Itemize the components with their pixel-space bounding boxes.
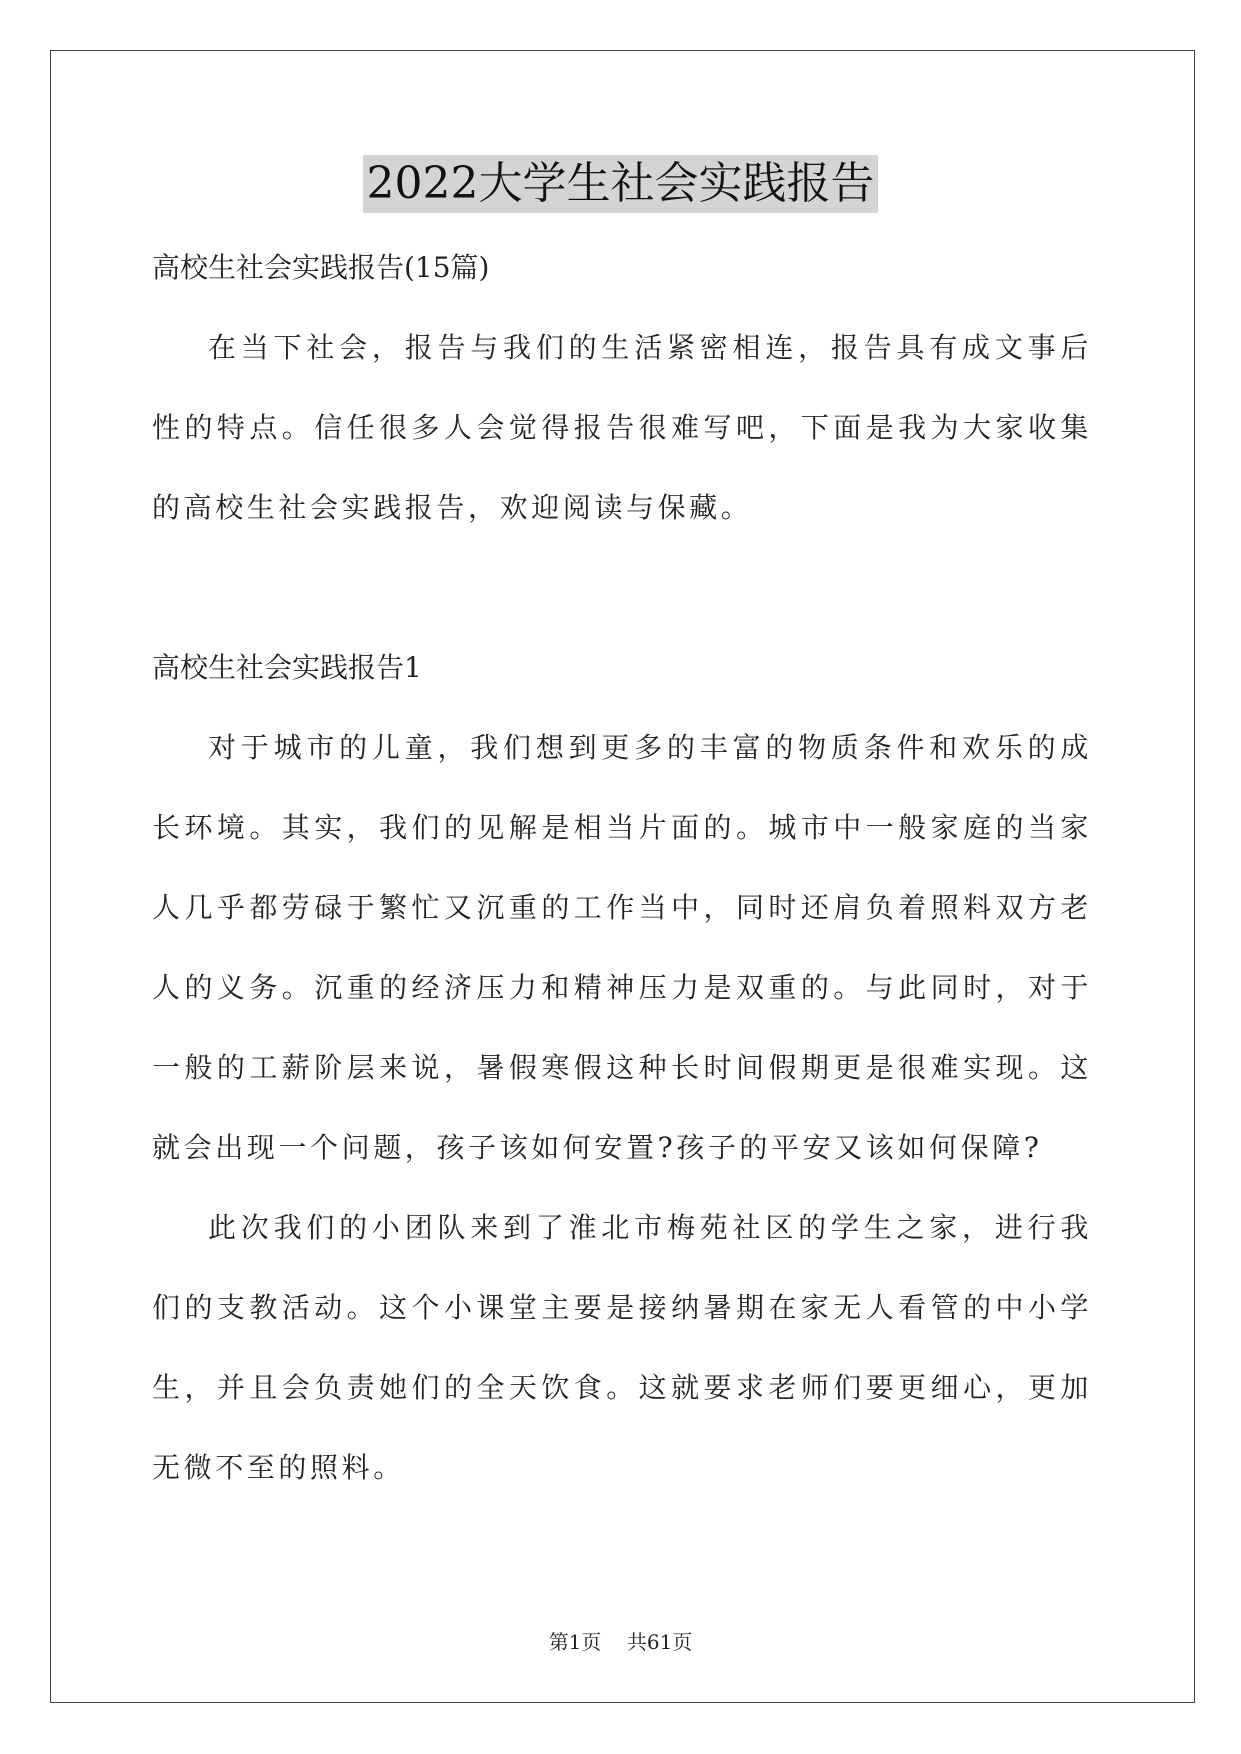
section-gap: [152, 548, 1092, 628]
document-subtitle: 高校生社会实践报告(15篇): [152, 251, 490, 284]
section-heading: 高校生社会实践报告1: [152, 651, 422, 684]
title-wrap: [0, 155, 1241, 213]
page-number: 第1页: [548, 1630, 602, 1654]
body-paragraph-1: 对于城市的儿童，我们想到更多的丰富的物质条件和欢乐的成长环境。其实，我们的见解是相当片面的。城市中一般家庭的当家人几乎都劳碌于繁忙又沉重的工作当中，同时还肩负着照料双方老人的义务。沉重的经济压力和精神压力是双重的。与此同时，对于一般的工薪阶层来说，暑假寒假这种长时间假期更是很难实现。这就会出现一个问题，孩子该如何安置?孩子的平安又该如何保障?: [152, 731, 1092, 1164]
document-body: [152, 228, 1092, 1508]
intro-paragraph: 在当下社会，报告与我们的生活紧密相连，报告具有成文事后性的特点。信任很多人会觉得报告很难写吧，下面是我为大家收集的高校生社会实践报告，欢迎阅读与保藏。: [152, 331, 1092, 524]
body-paragraph-2: 此次我们的小团队来到了淮北市梅苑社区的学生之家，进行我们的支教活动。这个小课堂主要是接纳暑期在家无人看管的中小学生，并且会负责她们的全天饮食。这就要求老师们要更细心，更加无微不至的照料。: [152, 1211, 1092, 1484]
document-title: 2022大学生社会实践报告: [363, 155, 879, 213]
page-footer: [0, 1628, 1241, 1656]
page-total: 共61页: [626, 1630, 693, 1654]
